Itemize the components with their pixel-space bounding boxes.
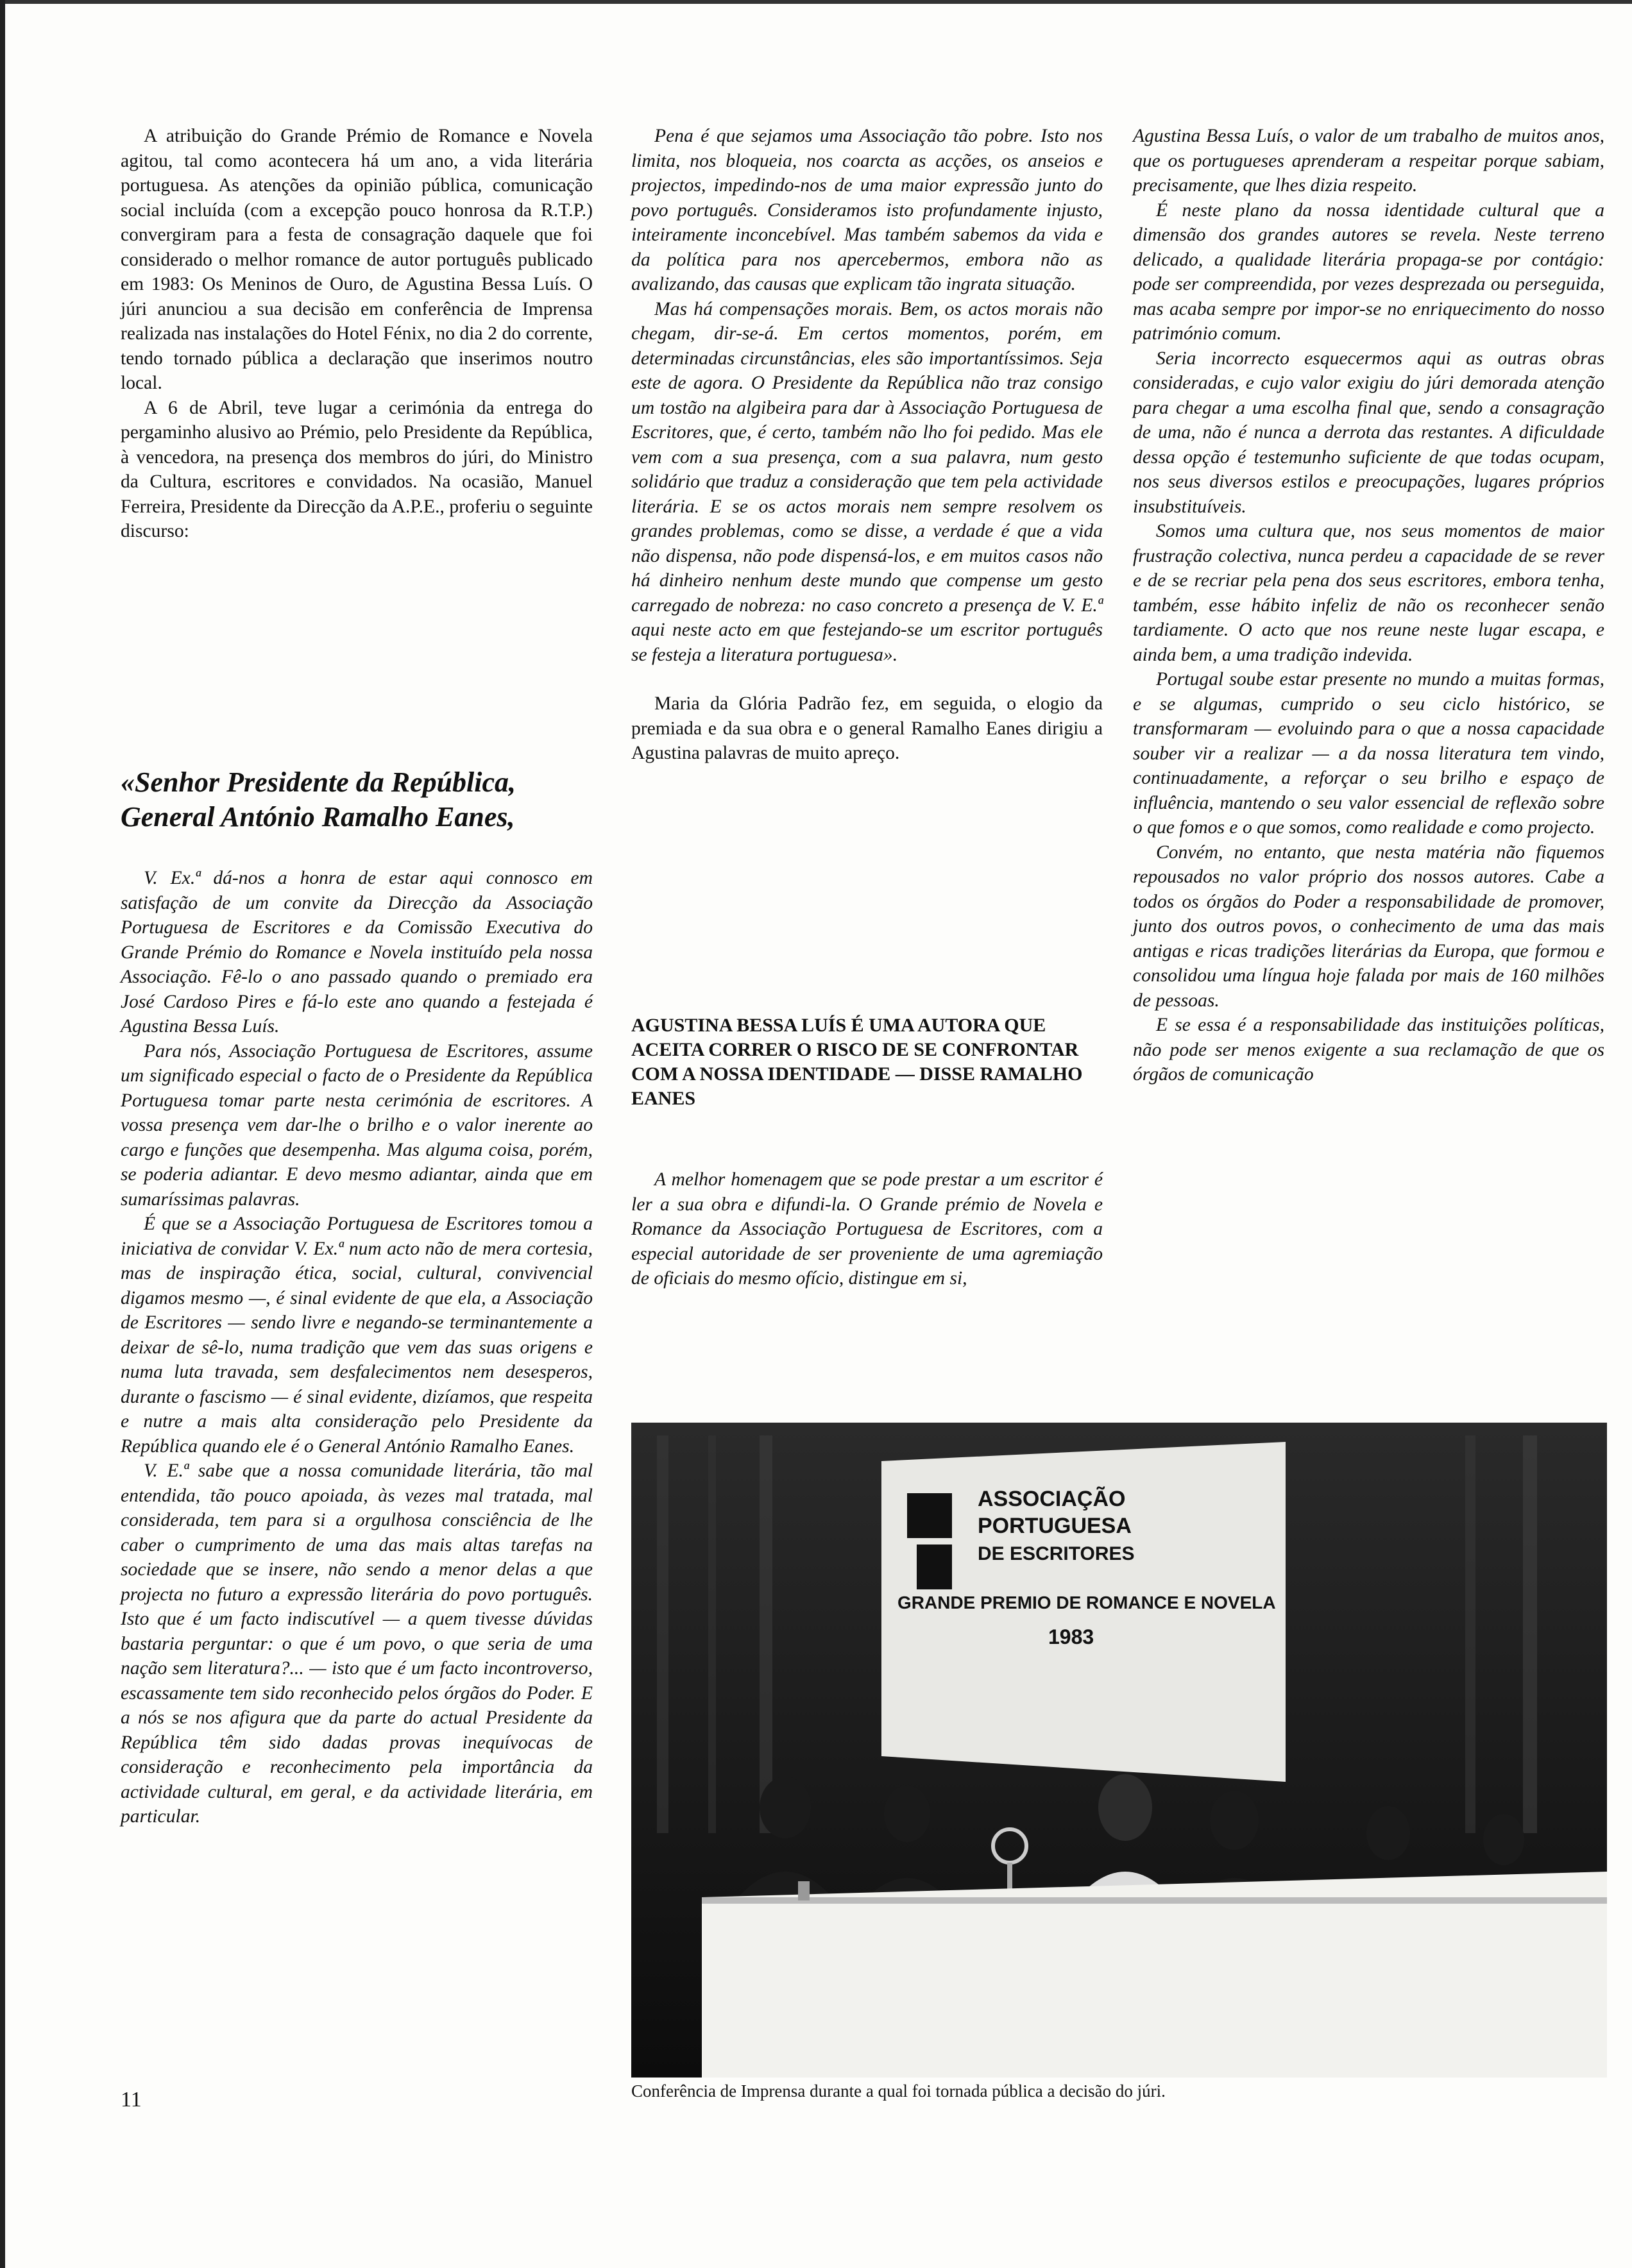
page-top-border (0, 0, 1632, 4)
right-column (1133, 124, 1604, 1087)
eanes-paragraph: Seria incorrecto esquecermos aqui as outras obras consideradas, e cujo valor exigiu do júri demorada atenção para chegar a uma escolha final que, sendo a consagração de uma, não é nunca a derrota das restantes. A dificuldade dessa opção é testemunho suficiente de que todas ocupam, nos seus diversos estilos e preocupações, lugares próprios insubstituíveis. (1133, 348, 1604, 517)
speech-paragraph: Para nós, Associação Portuguesa de Escritores, assume um significado especial o facto de o Presidente da República Portuguesa tomar parte nesta cerimónia de escritores. A vossa presença vem dar-lhe o brilho e o valor inerente ao cargo e funções que desempenha. Mas alguma coisa, porém, se poderia adiantar. E devo mesmo adiantar, ainda que em sumaríssimas palavras. (121, 1040, 593, 1210)
intro-paragraph-2: A 6 de Abril, teve lugar a cerimónia da entrega do pergaminho alusivo ao Prémio, pelo Presidente da República, à vencedora, na presença dos membros do júri, do Ministro da Cultura, escritores e convidados. Na ocasião, Manuel Ferreira, Presidente da Direcção da A.P.E., proferiu o seguinte discurso: (121, 397, 593, 541)
banner-line-3: DE ESCRITORES (978, 1543, 1135, 1564)
photo-caption: Conferência de Imprensa durante a qual foi tornada pública a decisão do júri. (631, 2081, 1166, 2101)
eanes-paragraph: Somos uma cultura que, nos seus momentos de maior frustração colectiva, nunca perdeu a capacidade de se rever e de se recriar pela pena dos seus escritores, embora tenha, também, esse hábito infeliz de não os reconhecer senão tardiamente. O acto que nos reune neste lugar escapa, e ainda bem, a uma tradição indevida. (1133, 521, 1604, 665)
speech-paragraph: É que se a Associação Portuguesa de Escritores tomou a iniciativa de convidar V. Ex.ª num acto não de mera cortesia, mas de inspiração ética, social, cultural, convivencial digamos mesmo —, é sinal evidente de que ela, a Associação de Escritores — sendo livre e negando-se terminantemente a deixar de sê-lo, numa tradição que vem das suas origens e numa luta travada, sem desfalecimentos nem desesperos, durante o fascismo — é sinal evidente, dizíamos, que respeita e nutre a mais alta consideração pelo Presidente da República quando ele é o General António Ramalho Eanes. (121, 1214, 593, 1457)
eanes-paragraph: E se essa é a responsabilidade das instituições políticas, não pode ser menos exigente a sua reclamação de que os órgãos de comunicação (1133, 1015, 1604, 1085)
eanes-paragraph: A melhor homenagem que se pode prestar a um escritor é ler a sua obra e difundi-la. O Grande prémio de Novela e Romance da Associação Portuguesa de Escritores, com a especial autoridade de ser proveniente de uma agremiação de oficiais do mesmo ofício, distingue em si, (631, 1169, 1103, 1289)
eanes-headline: AGUSTINA BESSA LUÍS É UMA AUTORA QUE ACEITA CORRER O RISCO DE SE CONFRONTAR COM A NOSSA IDENTIDADE — DISSE RAMALHO EANES (631, 1015, 1083, 1109)
intro-paragraph-1: A atribuição do Grande Prémio de Romance e Novela agitou, tal como acontecera há um ano, a vida literária portuguesa. As atenções da opinião pública, comunicação social incluída (com a excepção pouco honrosa da R.T.P.) convergiram para a festa de consagração daquele que foi considerado o melhor romance de autor português publicado em 1983: Os Meninos de Ouro, de Agustina Bessa Luís. O júri anunciou a sua decisão em conferência de Imprensa realizada nas instalações do Hotel Fénix, no dia 2 do corrente, tendo tornado pública a declaração que inserimos noutro local. (121, 126, 593, 393)
eanes-paragraph: É neste plano da nossa identidade cultural que a dimensão dos grandes autores se revela. Neste terreno delicado, a qualidade literária propaga-se por contágio: pode ser compreendida, por vezes desprezada ou perseguida, mas acaba sempre por impor-se no enriquecimento do nosso património comum. (1133, 199, 1604, 344)
speech-paragraph: Pena é que sejamos uma Associação tão pobre. Isto nos limita, nos bloqueia, nos coarcta as acções, os anseios e projectos, impedindo-nos de uma maior expressão junto do povo português. Consideramos isto profundamente injusto, inteiramente inconcebível. Mas também sabemos da vida e da política para nos apercebermos, embora não as avalizando, das causas que explicam tão ingrata situação. (631, 126, 1103, 294)
page-left-border (0, 0, 5, 2268)
speech-paragraph: Mas há compensações morais. Bem, os actos morais não chegam, dir-se-á. Em certos momentos, porém, em determinadas circunstâncias, eles são importantíssimos. Seja este de agora. O Presidente da República não traz consigo um tostão na algibeira para dar à Associação Portuguesa de Escritores, que, é certo, também não lho foi pedido. Mas ele vem com a sua presença, com a sua palavra, num gesto solidário que traduz a consideração que tem pela actividade literária. E se os actos morais nem sempre resolvem os grandes problemas, como se disse, a verdade é que a vida não dispensa, não pode dispensá-los, e em muitos casos não há dinheiro nenhum deste mundo que compense um gesto carregado de nobreza: no caso concreto a presença de V. E.ª aqui neste acto em que festejando-se um escritor português se festeja a literatura portuguesa». (631, 298, 1103, 665)
eanes-paragraph: Agustina Bessa Luís, o valor de um trabalho de muitos anos, que os portugueses aprenderam a respeitar porque sabiam, precisamente, que lhes dizia respeito. (1133, 126, 1604, 196)
speech-column-1 (121, 866, 593, 1829)
report-paragraph: Maria da Glória Padrão fez, em seguida, o elogio da premiada e da sua obra e o general Ramalho Eanes dirigiu a Agustina palavras de muito apreço. (631, 693, 1103, 763)
speech-paragraph: V. E.ª sabe que a nossa comunidade literária, tão mal entendida, tão pouco apoiada, às vezes mal tratada, mal considerada, tem para si a orgulhosa consciência de lhe caber o cumprimento de uma das mais altas tarefas na sociedade que se insere, não sendo a menor delas a que projecta no futuro a expressão literária do povo português. Isto que é um facto indiscutível — a quem tivesse dúvidas bastaria perguntar: o que é um povo, o que seria de uma nação sem literatura?... — isto que é um facto incontroverso, escassamente tem sido reconhecido pelos órgãos do Poder. E a nós se nos afigura que da parte do actual Presidente da República têm sido dadas provas inequívocas de consideração e reconhecimento pela importância da actividade cultural, em geral, e da actividade literária, em particular. (121, 1460, 593, 1827)
speech-salutation: «Senhor Presidente da República, General António Ramalho Eanes, (121, 766, 516, 833)
eanes-speech-start (631, 1167, 1103, 1291)
eanes-paragraph: Convém, no entanto, que nesta matéria não fiquemos repousados no valor próprio dos nossos autores. Cabe a todos os órgãos do Poder a responsabilidade de promover, junto dos outros povos, o conhecimento de uma das mais antigas e ricas tradições literárias da Europa, que formou e consolidou uma língua hoje falada por mais de 160 milhões de pessoas. (1133, 842, 1604, 1011)
page-number: 11 (121, 2088, 142, 2111)
middle-column (631, 124, 1103, 766)
press-conference-photo (631, 1423, 1607, 2078)
banner-line-1: ASSOCIAÇÃO (978, 1487, 1126, 1511)
banner-line-5: 1983 (1048, 1625, 1094, 1648)
eanes-paragraph: Portugal soube estar presente no mundo a muitas formas, e se algumas, cumprido o seu ciclo histórico, se transformaram — evoluindo para o que a nossa capacidade souber vir a realizar — a da nossa literatura tem vindo, continuadamente, a reforçar o seu brilho e espaço de influência, mantendo o seu valor essencial de reflexão sobre o que fomos e o que somos, como realidade e como projecto. (1133, 669, 1604, 838)
intro-column (121, 124, 593, 544)
banner-line-4: GRANDE PREMIO DE ROMANCE E NOVELA (897, 1593, 1276, 1612)
speech-paragraph: V. Ex.ª dá-nos a honra de estar aqui connosco em satisfação de um convite da Direcção da Associação Portuguesa de Escritores e da Comissão Executiva do Grande Prémio do Romance e Novela instituído pela nossa Associação. Fê-lo o ano passado quando o premiado era José Cardoso Pires e fá-lo este ano quando a festejada é Agustina Bessa Luís. (121, 868, 593, 1037)
banner-line-2: PORTUGUESA (978, 1514, 1132, 1538)
photo-illustration (631, 1423, 1607, 2078)
